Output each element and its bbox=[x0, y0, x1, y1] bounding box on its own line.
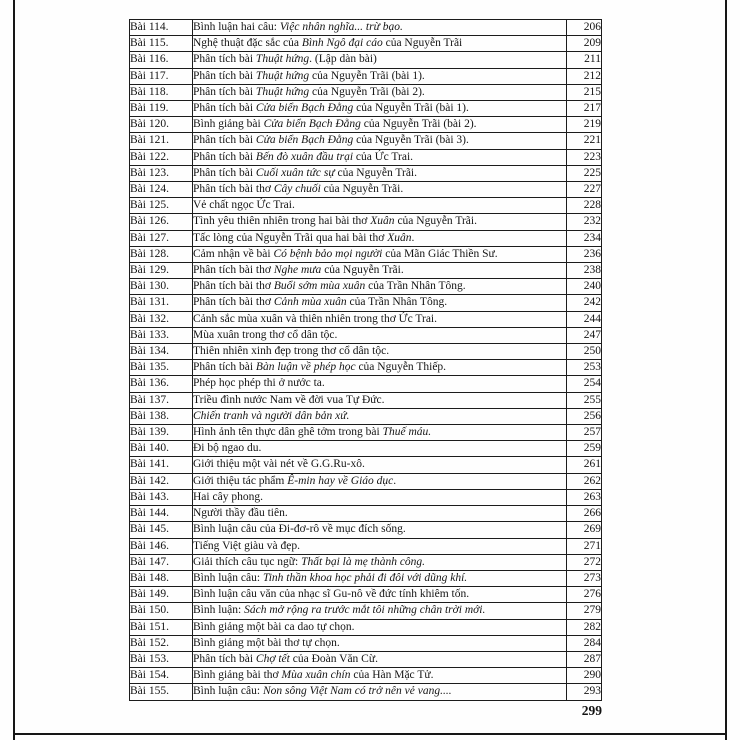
title-text: Phân tích bài thơ bbox=[193, 183, 274, 196]
table-row bbox=[130, 668, 602, 684]
title-text: Bình giảng bài bbox=[193, 118, 264, 131]
title-text: Thiên nhiên xinh đẹp trong thơ cổ dân tộc. bbox=[193, 345, 390, 358]
lesson-title bbox=[193, 117, 567, 133]
title-text: Bình giảng một bài thơ tự chọn. bbox=[193, 636, 340, 649]
title-text: Tình yêu thiên nhiên trong hai bài thơ bbox=[193, 215, 371, 228]
page-number: 279 bbox=[567, 603, 602, 619]
work-title: Mùa xuân chín bbox=[281, 669, 351, 682]
lesson-number: Bài 121. bbox=[130, 133, 193, 149]
title-text: Bình giảng bài thơ bbox=[193, 669, 282, 682]
title-text: Phân tích bài thơ bbox=[193, 296, 274, 309]
title-text: của Nguyễn Thiếp. bbox=[355, 361, 447, 374]
title-text: Triều đình nước Nam về đời vua Tự Đức. bbox=[193, 393, 385, 406]
lesson-number: Bài 154. bbox=[130, 668, 193, 684]
lesson-number: Bài 136. bbox=[130, 376, 193, 392]
page-number: 234 bbox=[567, 230, 602, 246]
lesson-number: Bài 152. bbox=[130, 635, 193, 651]
lesson-title bbox=[193, 84, 567, 100]
lesson-title bbox=[193, 327, 567, 343]
lesson-title bbox=[193, 473, 567, 489]
table-row bbox=[130, 149, 602, 165]
table-row bbox=[130, 392, 602, 408]
page-number: 271 bbox=[567, 538, 602, 554]
lesson-title bbox=[193, 587, 567, 603]
page-number: 238 bbox=[567, 263, 602, 279]
title-text: của Đoàn Văn Cừ. bbox=[289, 652, 378, 665]
lesson-number: Bài 151. bbox=[130, 619, 193, 635]
lesson-number: Bài 143. bbox=[130, 489, 193, 505]
table-row bbox=[130, 619, 602, 635]
work-title: Chiến tranh và người dân bản xứ. bbox=[193, 409, 350, 422]
lesson-number: Bài 132. bbox=[130, 311, 193, 327]
title-text: Tiếng Việt giàu và đẹp. bbox=[193, 539, 300, 552]
lesson-number: Bài 124. bbox=[130, 182, 193, 198]
title-text: Bình luận: bbox=[193, 604, 245, 617]
title-text: Tấc lòng của Nguyễn Trãi qua hai bài thơ bbox=[193, 231, 388, 244]
table-row bbox=[130, 570, 602, 586]
page-number: 221 bbox=[567, 133, 602, 149]
title-text: Bình luận câu: bbox=[193, 571, 263, 584]
title-text: Bình giảng một bài ca dao tự chọn. bbox=[193, 620, 355, 633]
lesson-title bbox=[193, 246, 567, 262]
page-number: 250 bbox=[567, 344, 602, 360]
table-row bbox=[130, 489, 602, 505]
lesson-title bbox=[193, 133, 567, 149]
lesson-title bbox=[193, 506, 567, 522]
lesson-title bbox=[193, 635, 567, 651]
title-text: Nghệ thuật đặc sắc của bbox=[193, 37, 302, 50]
table-row bbox=[130, 295, 602, 311]
page-number: 212 bbox=[567, 68, 602, 84]
title-text: Phân tích bài bbox=[193, 166, 256, 179]
table-row bbox=[130, 603, 602, 619]
lesson-title bbox=[193, 668, 567, 684]
page-number: 257 bbox=[567, 425, 602, 441]
work-title: Có bệnh bảo mọi người bbox=[273, 247, 383, 260]
page-number: 242 bbox=[567, 295, 602, 311]
table-row bbox=[130, 36, 602, 52]
page-number: 284 bbox=[567, 635, 602, 651]
page-number: 290 bbox=[567, 668, 602, 684]
table-row bbox=[130, 214, 602, 230]
page-number: 244 bbox=[567, 311, 602, 327]
lesson-title bbox=[193, 20, 567, 36]
toc-table bbox=[129, 19, 602, 701]
lesson-title bbox=[193, 36, 567, 52]
table-row bbox=[130, 263, 602, 279]
page-number: 256 bbox=[567, 408, 602, 424]
table-row bbox=[130, 311, 602, 327]
lesson-number: Bài 128. bbox=[130, 246, 193, 262]
work-title: Việc nhân nghĩa... trừ bạo. bbox=[279, 21, 403, 33]
lesson-number: Bài 126. bbox=[130, 214, 193, 230]
title-text: của Nguyễn Trãi bbox=[382, 37, 463, 50]
lesson-number: Bài 123. bbox=[130, 165, 193, 181]
page-number: 266 bbox=[567, 506, 602, 522]
title-text: Phân tích bài bbox=[193, 361, 256, 374]
lesson-title bbox=[193, 52, 567, 68]
title-text: . bbox=[411, 231, 415, 244]
page-number: 215 bbox=[567, 84, 602, 100]
work-title: Cửa biển Bạch Đằng bbox=[255, 134, 354, 147]
work-title: Cửa biển Bạch Đằng bbox=[255, 102, 354, 115]
page-number: 225 bbox=[567, 165, 602, 181]
lesson-number: Bài 141. bbox=[130, 457, 193, 473]
table-row bbox=[130, 684, 602, 700]
page-number: 273 bbox=[567, 570, 602, 586]
page-number: 240 bbox=[567, 279, 602, 295]
work-title: Cảnh mùa xuân bbox=[273, 296, 347, 309]
title-text: Phép học phép thi ở nước ta. bbox=[193, 377, 325, 390]
title-text: của Nguyễn Trãi (bài 3). bbox=[353, 134, 469, 147]
page-number: 211 bbox=[567, 52, 602, 68]
title-text: Phân tích bài bbox=[193, 69, 256, 82]
page-number: 263 bbox=[567, 489, 602, 505]
page-border-right bbox=[725, 0, 727, 740]
lesson-number: Bài 119. bbox=[130, 101, 193, 117]
lesson-title bbox=[193, 441, 567, 457]
table-row bbox=[130, 441, 602, 457]
lesson-number: Bài 155. bbox=[130, 684, 193, 700]
title-text: . (Lập dàn bài) bbox=[309, 53, 377, 66]
work-title: Thuật hứng bbox=[255, 85, 310, 98]
page-number: 254 bbox=[567, 376, 602, 392]
title-text: của Nguyễn Trãi. bbox=[334, 166, 418, 179]
toc-table-body bbox=[130, 20, 602, 701]
page-number: 236 bbox=[567, 246, 602, 262]
table-row bbox=[130, 246, 602, 262]
lesson-number: Bài 116. bbox=[130, 52, 193, 68]
work-title: Tinh thần khoa học phải đi đôi với dũng khí. bbox=[262, 571, 468, 584]
work-title: Cây chuối bbox=[273, 183, 321, 196]
lesson-title bbox=[193, 425, 567, 441]
lesson-number: Bài 147. bbox=[130, 554, 193, 570]
work-title: Bàn luận về phép học bbox=[255, 361, 356, 374]
footer-page-number: 299 bbox=[581, 703, 602, 718]
page-border-bottom bbox=[13, 733, 727, 735]
title-text: Phân tích bài bbox=[193, 85, 256, 98]
lesson-number: Bài 140. bbox=[130, 441, 193, 457]
lesson-title bbox=[193, 360, 567, 376]
title-text: Phân tích bài thơ bbox=[193, 280, 274, 293]
page-number: 227 bbox=[567, 182, 602, 198]
work-title: Sách mở rộng ra trước mắt tôi những chân trời mới. bbox=[244, 604, 486, 617]
page-number: 287 bbox=[567, 651, 602, 667]
title-text: của Hàn Mặc Tử. bbox=[350, 669, 434, 682]
lesson-number: Bài 146. bbox=[130, 538, 193, 554]
page-number: 253 bbox=[567, 360, 602, 376]
table-row bbox=[130, 84, 602, 100]
work-title: Thất bại là mẹ thành công. bbox=[301, 555, 426, 568]
lesson-title bbox=[193, 651, 567, 667]
lesson-number: Bài 122. bbox=[130, 149, 193, 165]
lesson-title bbox=[193, 376, 567, 392]
lesson-number: Bài 145. bbox=[130, 522, 193, 538]
lesson-title bbox=[193, 230, 567, 246]
page-number: 262 bbox=[567, 473, 602, 489]
table-row bbox=[130, 506, 602, 522]
lesson-number: Bài 120. bbox=[130, 117, 193, 133]
work-title: Non sông Việt Nam có trở nên vẻ vang.... bbox=[262, 685, 452, 698]
table-row bbox=[130, 538, 602, 554]
title-text: của Nguyễn Trãi (bài 2). bbox=[360, 118, 477, 131]
lesson-number: Bài 117. bbox=[130, 68, 193, 84]
table-row bbox=[130, 473, 602, 489]
lesson-number: Bài 125. bbox=[130, 198, 193, 214]
lesson-number: Bài 129. bbox=[130, 263, 193, 279]
page-number: 276 bbox=[567, 587, 602, 603]
table-row bbox=[130, 425, 602, 441]
work-title: Buổi sớm mùa xuân bbox=[273, 280, 366, 293]
page-number: 261 bbox=[567, 457, 602, 473]
table-row bbox=[130, 554, 602, 570]
lesson-title bbox=[193, 489, 567, 505]
lesson-title bbox=[193, 344, 567, 360]
table-row bbox=[130, 457, 602, 473]
title-text: Phân tích bài bbox=[193, 652, 256, 665]
work-title: Cuối xuân tức sự bbox=[255, 166, 335, 179]
work-title: Bến đò xuân đầu trại bbox=[255, 150, 354, 163]
work-title: Nghe mưa bbox=[273, 264, 322, 277]
title-text: . bbox=[393, 474, 397, 487]
lesson-number: Bài 139. bbox=[130, 425, 193, 441]
title-text: của Nguyễn Trãi. bbox=[321, 264, 404, 277]
page-number: 293 bbox=[567, 684, 602, 700]
table-row bbox=[130, 68, 602, 84]
title-text: Bình luận câu văn của nhạc sĩ Gu-nô về đức tính khiêm tốn. bbox=[193, 588, 470, 601]
lesson-title bbox=[193, 392, 567, 408]
page-number: 217 bbox=[567, 101, 602, 117]
table-row bbox=[130, 344, 602, 360]
title-text: của Ức Trai. bbox=[353, 150, 414, 163]
work-title: Thuật hứng bbox=[255, 69, 310, 82]
page-number: 232 bbox=[567, 214, 602, 230]
title-text: của Trần Nhân Tông. bbox=[365, 280, 466, 293]
work-title: Cửa biển Bạch Đằng bbox=[263, 118, 361, 131]
title-text: của Nguyễn Trãi. bbox=[394, 215, 477, 228]
table-row bbox=[130, 117, 602, 133]
table-row bbox=[130, 651, 602, 667]
lesson-number: Bài 144. bbox=[130, 506, 193, 522]
title-text: của Trần Nhân Tông. bbox=[346, 296, 448, 309]
lesson-number: Bài 137. bbox=[130, 392, 193, 408]
lesson-number: Bài 118. bbox=[130, 84, 193, 100]
page-number: 219 bbox=[567, 117, 602, 133]
title-text: Phân tích bài bbox=[193, 53, 256, 66]
lesson-number: Bài 142. bbox=[130, 473, 193, 489]
title-text: của Nguyễn Trãi (bài 1). bbox=[353, 102, 469, 115]
title-text: Cảm nhận về bài bbox=[193, 247, 274, 260]
lesson-number: Bài 138. bbox=[130, 408, 193, 424]
table-row bbox=[130, 101, 602, 117]
lesson-number: Bài 133. bbox=[130, 327, 193, 343]
title-text: của Nguyễn Trãi (bài 1). bbox=[309, 69, 425, 82]
title-text: Phân tích bài bbox=[193, 102, 256, 115]
lesson-title bbox=[193, 684, 567, 700]
table-row bbox=[130, 165, 602, 181]
table-row bbox=[130, 360, 602, 376]
title-text: của Nguyễn Trãi. bbox=[320, 183, 404, 196]
lesson-title bbox=[193, 457, 567, 473]
title-text: Hai cây phong. bbox=[193, 490, 263, 503]
lesson-title bbox=[193, 214, 567, 230]
lesson-number: Bài 148. bbox=[130, 570, 193, 586]
lesson-title bbox=[193, 570, 567, 586]
lesson-number: Bài 131. bbox=[130, 295, 193, 311]
lesson-title bbox=[193, 295, 567, 311]
title-text: Giới thiệu tác phẩm bbox=[193, 474, 288, 487]
title-text: Mùa xuân trong thơ cổ dân tộc. bbox=[193, 328, 338, 341]
title-text: Phân tích bài bbox=[193, 150, 256, 163]
title-text: Đi bộ ngao du. bbox=[193, 442, 262, 455]
lesson-title bbox=[193, 182, 567, 198]
work-title: Xuân bbox=[387, 231, 412, 244]
title-text: Bình luận câu của Đi-đơ-rô về mục đích sống. bbox=[193, 523, 406, 536]
table-row bbox=[130, 20, 602, 36]
lesson-title bbox=[193, 165, 567, 181]
lesson-title bbox=[193, 554, 567, 570]
table-row bbox=[130, 182, 602, 198]
lesson-title bbox=[193, 198, 567, 214]
page-number: 255 bbox=[567, 392, 602, 408]
table-row bbox=[130, 198, 602, 214]
page-number: 206 bbox=[567, 20, 602, 36]
table-row bbox=[130, 133, 602, 149]
work-title: Ê-min hay về Giáo dục bbox=[287, 474, 394, 487]
table-row bbox=[130, 522, 602, 538]
page-number: 282 bbox=[567, 619, 602, 635]
page-number: 259 bbox=[567, 441, 602, 457]
lesson-number: Bài 115. bbox=[130, 36, 193, 52]
title-text: Vẻ chất ngọc Ức Trai. bbox=[193, 199, 295, 212]
lesson-number: Bài 150. bbox=[130, 603, 193, 619]
lesson-title bbox=[193, 603, 567, 619]
title-text: của Nguyễn Trãi (bài 2). bbox=[309, 85, 425, 98]
lesson-title bbox=[193, 101, 567, 117]
title-text: Giới thiệu một vài nét về G.G.Ru-xô. bbox=[193, 458, 365, 471]
table-row bbox=[130, 635, 602, 651]
title-text: Giải thích câu tục ngữ: bbox=[193, 555, 302, 568]
page-border-left bbox=[13, 0, 15, 740]
lesson-title bbox=[193, 263, 567, 279]
lesson-title bbox=[193, 311, 567, 327]
lesson-number: Bài 127. bbox=[130, 230, 193, 246]
title-text: Phân tích bài bbox=[193, 134, 256, 147]
lesson-title bbox=[193, 149, 567, 165]
work-title: Bình Ngô đại cáo bbox=[301, 37, 383, 50]
work-title: Thuật hứng bbox=[255, 53, 310, 66]
table-row bbox=[130, 230, 602, 246]
page-number: 269 bbox=[567, 522, 602, 538]
table-row bbox=[130, 376, 602, 392]
work-title: Xuân bbox=[370, 215, 395, 228]
page-number: 272 bbox=[567, 554, 602, 570]
lesson-number: Bài 135. bbox=[130, 360, 193, 376]
table-row bbox=[130, 587, 602, 603]
page-number: 223 bbox=[567, 149, 602, 165]
lesson-title bbox=[193, 538, 567, 554]
title-text: Phân tích bài thơ bbox=[193, 264, 274, 277]
lesson-number: Bài 130. bbox=[130, 279, 193, 295]
work-title: Chợ tết bbox=[255, 652, 290, 665]
page-number: 228 bbox=[567, 198, 602, 214]
table-row bbox=[130, 408, 602, 424]
title-text: Bình luận hai câu: bbox=[193, 21, 280, 33]
title-text: Bình luận câu: bbox=[193, 685, 263, 698]
title-text: Người thầy đầu tiên. bbox=[193, 507, 288, 520]
lesson-title bbox=[193, 68, 567, 84]
lesson-title bbox=[193, 279, 567, 295]
lesson-title bbox=[193, 408, 567, 424]
lesson-title bbox=[193, 619, 567, 635]
lesson-number: Bài 149. bbox=[130, 587, 193, 603]
title-text: của Mãn Giác Thiền Sư. bbox=[382, 247, 498, 260]
table-row bbox=[130, 279, 602, 295]
page-number: 247 bbox=[567, 327, 602, 343]
title-text: Cảnh sắc mùa xuân và thiên nhiên trong thơ Ức Trai. bbox=[193, 312, 438, 325]
page-number: 209 bbox=[567, 36, 602, 52]
work-title: Thuế máu. bbox=[382, 426, 432, 439]
lesson-title bbox=[193, 522, 567, 538]
table-row bbox=[130, 327, 602, 343]
title-text: Hình ảnh tên thực dân ghê tởm trong bài bbox=[193, 426, 383, 439]
lesson-number: Bài 153. bbox=[130, 651, 193, 667]
table-row bbox=[130, 52, 602, 68]
lesson-number: Bài 114. bbox=[130, 20, 193, 36]
lesson-number: Bài 134. bbox=[130, 344, 193, 360]
